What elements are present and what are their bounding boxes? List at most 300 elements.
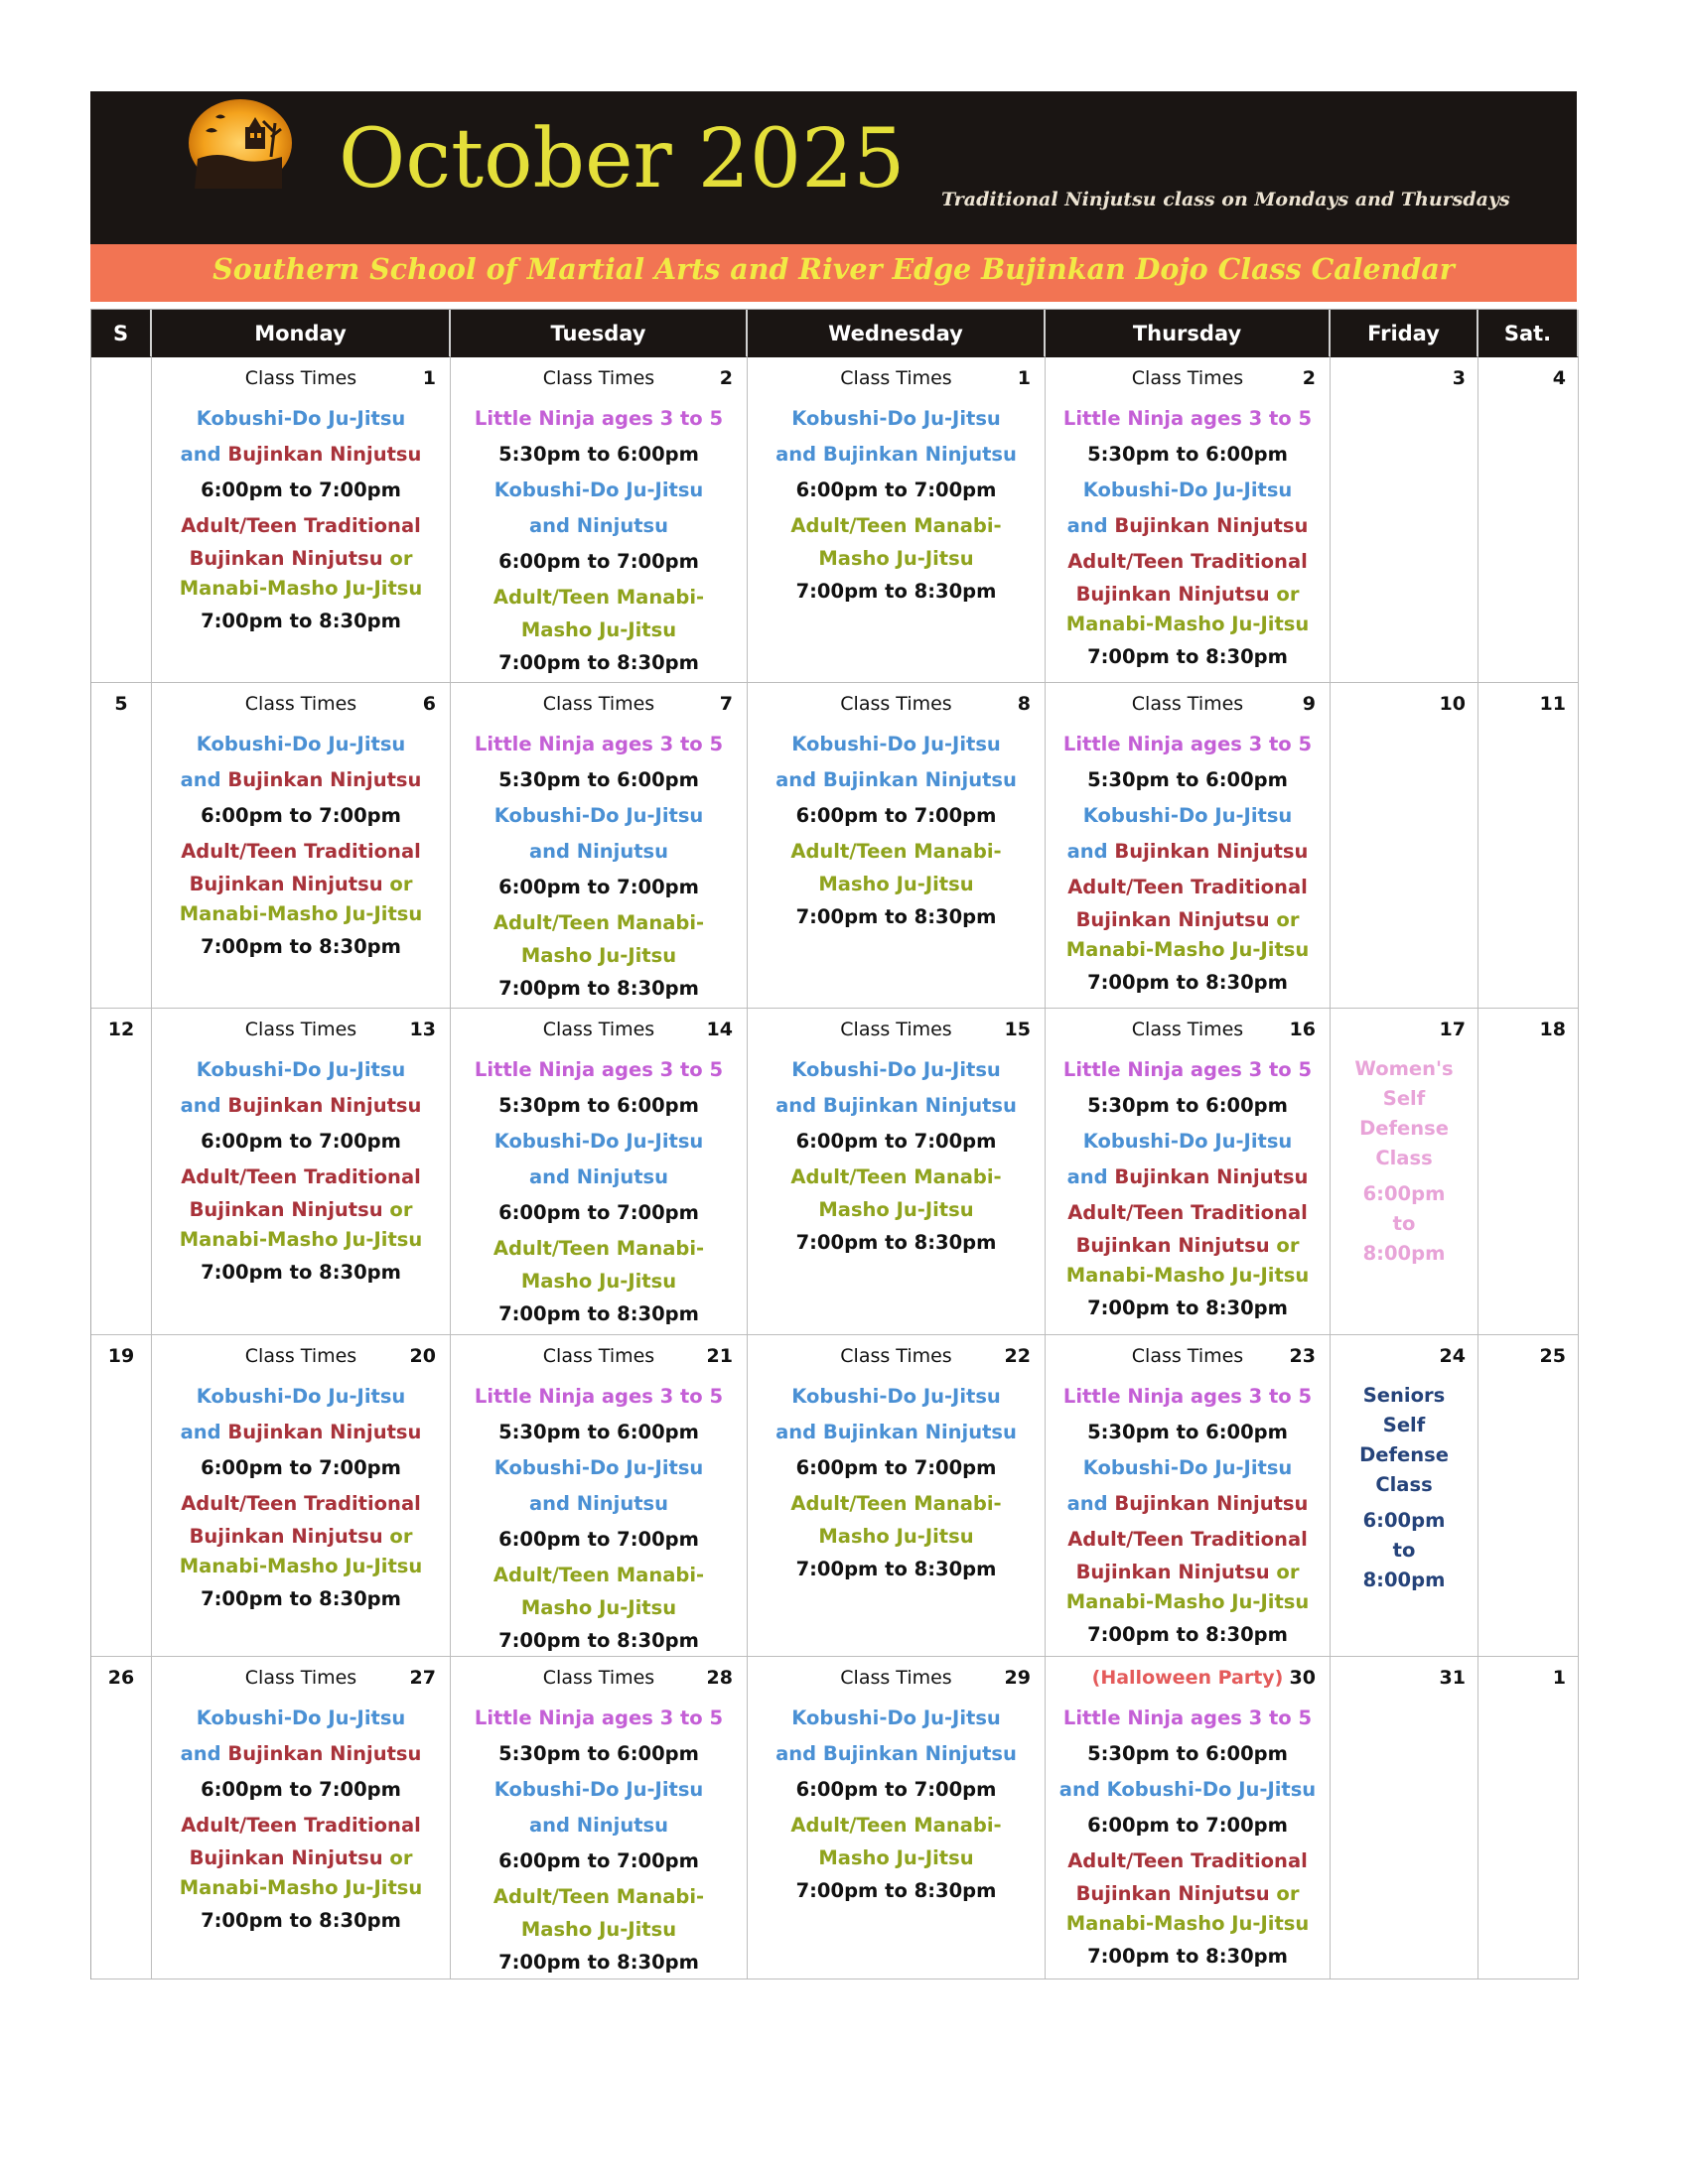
day-cell-sat	[1478, 1335, 1579, 1657]
day-header	[1331, 1657, 1477, 1701]
day-cell-tue	[451, 1335, 748, 1657]
event-line: Women's	[1354, 1057, 1454, 1080]
schedule-line: 7:00pm to 8:30pm	[795, 1558, 997, 1580]
day-number: 16	[1289, 1019, 1316, 1040]
day-cell-sun	[91, 357, 152, 683]
schedule-line: Kobushi-Do Ju-Jitsu	[791, 733, 1001, 755]
class-times-label: Class Times	[840, 1345, 952, 1367]
schedule-line: Kobushi-Do Ju-Jitsu	[196, 1058, 406, 1081]
schedule-line: Kobushi-Do Ju-Jitsu	[493, 1778, 704, 1801]
halloween-moon-icon	[188, 97, 293, 189]
day-number: 18	[1539, 1019, 1566, 1040]
day-header	[1478, 683, 1578, 727]
day-cell-thu	[1046, 1657, 1331, 1979]
schedule-line: 6:00pm to 7:00pm	[795, 1778, 997, 1801]
schedule-line: Adult/Teen Traditional	[1067, 876, 1308, 898]
day-cell-mon	[152, 1009, 451, 1335]
day-header	[451, 683, 747, 727]
day-cell-thu	[1046, 357, 1331, 683]
schedule-text: and	[1066, 514, 1115, 537]
schedule-line: and Bujinkan Ninjutsu	[775, 443, 1017, 466]
schedule-text: and	[180, 1094, 228, 1117]
schedule-line: Little Ninja ages 3 to 5	[1062, 733, 1313, 755]
schedule-line: Adult/Teen Manabi-	[790, 1165, 1002, 1188]
day-cell-thu	[1046, 1335, 1331, 1657]
schedule-line: Masho Ju-Jitsu	[818, 873, 974, 895]
day-header	[152, 1657, 450, 1701]
day-cell-sat	[1478, 1009, 1579, 1335]
schedule-text: and	[1066, 1492, 1115, 1515]
schedule-text: Bujinkan Ninjutsu	[227, 443, 422, 466]
schedule-line: 7:00pm to 8:30pm	[1087, 1945, 1288, 1968]
class-times-label: Class Times	[542, 693, 655, 715]
day-number: 28	[706, 1667, 733, 1689]
schedule-line: Adult/Teen Traditional	[1067, 550, 1308, 573]
class-schedule	[451, 1052, 747, 1332]
schedule-line: Adult/Teen Traditional	[1067, 1528, 1308, 1551]
schedule-line: Adult/Teen Traditional	[1067, 1201, 1308, 1224]
schedule-line: 7:00pm to 8:30pm	[201, 1587, 401, 1610]
day-cell-mon	[152, 1657, 451, 1979]
day-header	[1046, 1335, 1330, 1379]
schedule-text: or	[389, 547, 413, 570]
event-time: 6:00pm to 8:00pm	[1362, 1182, 1446, 1265]
schedule-text: Bujinkan Ninjutsu	[1075, 583, 1277, 606]
schedule-line: 6:00pm to 7:00pm	[498, 1201, 699, 1224]
schedule-text: Bujinkan Ninjutsu	[1114, 1492, 1309, 1515]
class-times-label: Class Times	[542, 367, 655, 389]
schedule-line: Kobushi-Do Ju-Jitsu	[791, 1706, 1001, 1729]
schedule-text: or	[389, 873, 413, 895]
class-times-label: Class Times	[244, 1667, 357, 1689]
schedule-line: 6:00pm to 7:00pm	[498, 876, 699, 898]
day-cell-sun	[91, 1009, 152, 1335]
schedule-line: 5:30pm to 6:00pm	[1087, 768, 1288, 791]
schedule-text: Bujinkan Ninjutsu	[227, 1742, 422, 1765]
schedule-text: Bujinkan Ninjutsu	[189, 873, 390, 895]
class-schedule	[748, 727, 1045, 935]
day-header	[152, 683, 450, 727]
schedule-line: Kobushi-Do Ju-Jitsu	[493, 478, 704, 501]
schedule-line: and Kobushi-Do Ju-Jitsu	[1058, 1778, 1317, 1801]
schedule-line: 7:00pm to 8:30pm	[498, 977, 699, 1000]
schedule-line: and Ninjutsu	[528, 1492, 669, 1515]
day-number: 4	[1552, 367, 1566, 389]
schedule-line: Little Ninja ages 3 to 5	[474, 733, 724, 755]
day-number: 29	[1004, 1667, 1031, 1689]
day-cell-mon	[152, 683, 451, 1009]
schedule-line: 6:00pm to 7:00pm	[201, 804, 401, 827]
friday-event	[1331, 1052, 1477, 1269]
schedule-line	[152, 1415, 450, 1450]
day-header	[748, 1009, 1045, 1052]
day-header	[152, 1335, 450, 1379]
day-number: 27	[409, 1667, 436, 1689]
day-number: 24	[1439, 1345, 1466, 1367]
schedule-line: 5:30pm to 6:00pm	[1087, 1421, 1288, 1443]
class-schedule	[1046, 1701, 1330, 1975]
schedule-line: Masho Ju-Jitsu	[818, 1198, 974, 1221]
schedule-text: and	[180, 768, 228, 791]
schedule-line: 5:30pm to 6:00pm	[1087, 1742, 1288, 1765]
class-schedule	[748, 1701, 1045, 1909]
schedule-text: Bujinkan Ninjutsu	[1075, 1561, 1277, 1583]
schedule-line: Adult/Teen Traditional	[1067, 1849, 1308, 1872]
schedule-line: 7:00pm to 8:30pm	[201, 1909, 401, 1932]
day-cell-tue	[451, 357, 748, 683]
schedule-text: Bujinkan Ninjutsu	[189, 547, 390, 570]
day-number: 23	[1289, 1345, 1316, 1367]
day-cell-tue	[451, 1657, 748, 1979]
day-header	[1478, 357, 1578, 401]
schedule-line: Masho Ju-Jitsu	[818, 1525, 974, 1548]
schedule-line: and Bujinkan Ninjutsu	[775, 1421, 1017, 1443]
day-number: 17	[1439, 1019, 1466, 1040]
day-cell-sat	[1478, 357, 1579, 683]
class-times-label: Class Times	[1131, 693, 1244, 715]
schedule-line: 6:00pm to 7:00pm	[498, 550, 699, 573]
schedule-line: 7:00pm to 8:30pm	[795, 580, 997, 603]
schedule-line	[1046, 1231, 1330, 1261]
day-number: 11	[1539, 693, 1566, 715]
day-number: 9	[1302, 693, 1316, 715]
weekday-header: S	[91, 310, 152, 357]
day-number: 5	[114, 693, 128, 715]
schedule-line: Kobushi-Do Ju-Jitsu	[1082, 1456, 1293, 1479]
calendar-grid	[90, 309, 1577, 1979]
schedule-line: Adult/Teen Manabi-	[492, 1564, 705, 1586]
schedule-line	[152, 1195, 450, 1225]
schedule-line: 6:00pm to 7:00pm	[795, 478, 997, 501]
schedule-line: Adult/Teen Manabi-	[790, 1492, 1002, 1515]
schedule-line: Adult/Teen Traditional	[181, 1165, 421, 1188]
schedule-line: 7:00pm to 8:30pm	[1087, 645, 1288, 668]
schedule-line: 7:00pm to 8:30pm	[1087, 1297, 1288, 1319]
schedule-text: or	[1276, 1882, 1300, 1905]
schedule-line: Manabi-Masho Ju-Jitsu	[1065, 1912, 1310, 1935]
schedule-line: and Ninjutsu	[528, 514, 669, 537]
schedule-line: 6:00pm to 7:00pm	[795, 804, 997, 827]
schedule-line: Little Ninja ages 3 to 5	[474, 407, 724, 430]
schedule-text: or	[1276, 908, 1300, 931]
class-times-label: Class Times	[1131, 1345, 1244, 1367]
day-cell-mon	[152, 357, 451, 683]
class-times-label: Class Times	[542, 1345, 655, 1367]
schedule-line: 5:30pm to 6:00pm	[1087, 443, 1288, 466]
day-number: 2	[719, 367, 733, 389]
day-cell-wed	[748, 1335, 1046, 1657]
schedule-line: 7:00pm to 8:30pm	[1087, 1623, 1288, 1646]
day-header	[748, 1657, 1045, 1701]
day-header	[91, 357, 151, 401]
class-schedule	[748, 1379, 1045, 1587]
schedule-text: and	[1066, 1165, 1115, 1188]
halloween-party-label: (Halloween Party)	[1091, 1667, 1284, 1689]
schedule-line: Kobushi-Do Ju-Jitsu	[493, 1130, 704, 1153]
weekday-header: Tuesday	[451, 310, 748, 357]
day-header	[748, 357, 1045, 401]
class-schedule	[451, 1701, 747, 1979]
schedule-line: Manabi-Masho Ju-Jitsu	[1065, 1590, 1310, 1613]
schedule-line: 7:00pm to 8:30pm	[498, 651, 699, 674]
calendar-sheet	[90, 91, 1577, 1979]
day-number: 14	[706, 1019, 733, 1040]
day-number: 10	[1439, 693, 1466, 715]
schedule-text: and	[1066, 840, 1115, 863]
day-cell-fri	[1331, 1657, 1478, 1979]
schedule-line: Masho Ju-Jitsu	[520, 1918, 677, 1941]
schedule-line: Kobushi-Do Ju-Jitsu	[196, 1706, 406, 1729]
day-cell-wed	[748, 1009, 1046, 1335]
day-number: 26	[107, 1667, 135, 1689]
schedule-line: Kobushi-Do Ju-Jitsu	[196, 407, 406, 430]
schedule-text: and	[180, 1742, 228, 1765]
day-header	[91, 1657, 151, 1701]
day-cell-thu	[1046, 1009, 1331, 1335]
schedule-text: Bujinkan Ninjutsu	[189, 1846, 390, 1869]
schedule-line: Masho Ju-Jitsu	[818, 1846, 974, 1869]
schedule-line: Masho Ju-Jitsu	[520, 1596, 677, 1619]
weekday-header: Wednesday	[748, 310, 1046, 357]
class-schedule	[451, 401, 747, 681]
day-cell-mon	[152, 1335, 451, 1657]
class-times-label: Class Times	[244, 693, 357, 715]
schedule-line: 7:00pm to 8:30pm	[498, 1302, 699, 1325]
schedule-line: 5:30pm to 6:00pm	[498, 1421, 699, 1443]
day-cell-tue	[451, 1009, 748, 1335]
day-number: 8	[1017, 693, 1031, 715]
day-number: 25	[1539, 1345, 1566, 1367]
day-number: 1	[1552, 1667, 1566, 1689]
schedule-text: Bujinkan Ninjutsu	[1075, 1882, 1277, 1905]
schedule-line: Adult/Teen Manabi-	[492, 586, 705, 609]
schedule-line: Adult/Teen Traditional	[181, 1814, 421, 1837]
schedule-line: Manabi-Masho Ju-Jitsu	[1065, 613, 1310, 635]
schedule-line: Kobushi-Do Ju-Jitsu	[791, 407, 1001, 430]
day-cell-sun	[91, 1657, 152, 1979]
schedule-line: Kobushi-Do Ju-Jitsu	[791, 1058, 1001, 1081]
day-cell-fri	[1331, 683, 1478, 1009]
day-header	[451, 1335, 747, 1379]
schedule-text: Bujinkan Ninjutsu	[189, 1525, 390, 1548]
schedule-line: 7:00pm to 8:30pm	[498, 1629, 699, 1652]
schedule-line: Masho Ju-Jitsu	[520, 618, 677, 641]
calendar-subtitle: Southern School of Martial Arts and River Edge Bujinkan Dojo Class Calendar	[212, 252, 1455, 286]
schedule-line: Manabi-Masho Ju-Jitsu	[179, 1228, 423, 1251]
schedule-line: 6:00pm to 7:00pm	[201, 1778, 401, 1801]
day-header	[91, 683, 151, 727]
schedule-line: Little Ninja ages 3 to 5	[1062, 407, 1313, 430]
day-cell-wed	[748, 357, 1046, 683]
schedule-line: 7:00pm to 8:30pm	[795, 1879, 997, 1902]
day-number: 13	[409, 1019, 436, 1040]
schedule-line: 6:00pm to 7:00pm	[795, 1130, 997, 1153]
day-number: 30	[1289, 1667, 1316, 1689]
schedule-line	[1046, 1558, 1330, 1587]
day-header	[152, 357, 450, 401]
schedule-line: Kobushi-Do Ju-Jitsu	[493, 804, 704, 827]
schedule-line: 7:00pm to 8:30pm	[201, 610, 401, 632]
schedule-line: 5:30pm to 6:00pm	[498, 443, 699, 466]
day-cell-fri	[1331, 1009, 1478, 1335]
schedule-line: Adult/Teen Manabi-	[790, 840, 1002, 863]
class-times-label: Class Times	[1131, 367, 1244, 389]
schedule-line: Manabi-Masho Ju-Jitsu	[179, 902, 423, 925]
day-header	[1046, 683, 1330, 727]
class-times-label: Class Times	[840, 1019, 952, 1040]
schedule-line: 6:00pm to 7:00pm	[795, 1456, 997, 1479]
day-header	[1046, 1657, 1330, 1701]
schedule-line: Masho Ju-Jitsu	[520, 1270, 677, 1293]
day-number: 6	[422, 693, 436, 715]
schedule-line: 7:00pm to 8:30pm	[498, 1951, 699, 1974]
tagline: Traditional Ninjutsu class on Mondays and Thursdays	[941, 189, 1510, 210]
event-line: Self	[1382, 1087, 1426, 1110]
schedule-line: 7:00pm to 8:30pm	[795, 905, 997, 928]
weekday-header: Thursday	[1046, 310, 1331, 357]
class-schedule	[152, 401, 450, 639]
day-header	[748, 683, 1045, 727]
day-cell-sat	[1478, 683, 1579, 1009]
day-number: 1	[422, 367, 436, 389]
schedule-line: 6:00pm to 7:00pm	[498, 1528, 699, 1551]
schedule-line: Manabi-Masho Ju-Jitsu	[1065, 1264, 1310, 1287]
schedule-line	[152, 1843, 450, 1873]
class-schedule	[152, 727, 450, 965]
class-schedule	[1046, 727, 1330, 1001]
schedule-text: Bujinkan Ninjutsu	[227, 768, 422, 791]
day-number: 21	[706, 1345, 733, 1367]
schedule-line: Kobushi-Do Ju-Jitsu	[1082, 1130, 1293, 1153]
day-header	[1331, 1009, 1477, 1052]
day-cell-wed	[748, 1657, 1046, 1979]
class-times-label: Class Times	[244, 367, 357, 389]
class-schedule	[451, 727, 747, 1007]
schedule-line: and Bujinkan Ninjutsu	[775, 768, 1017, 791]
day-header	[1046, 1009, 1330, 1052]
day-number: 15	[1004, 1019, 1031, 1040]
schedule-line: Adult/Teen Manabi-	[492, 1885, 705, 1908]
day-cell-thu	[1046, 683, 1331, 1009]
schedule-line: Little Ninja ages 3 to 5	[474, 1058, 724, 1081]
weekday-header: Sat.	[1478, 310, 1579, 357]
class-schedule	[748, 401, 1045, 610]
schedule-line: 6:00pm to 7:00pm	[498, 1849, 699, 1872]
schedule-line	[1046, 834, 1330, 870]
schedule-line: Kobushi-Do Ju-Jitsu	[196, 733, 406, 755]
class-schedule	[748, 1052, 1045, 1261]
class-schedule	[451, 1379, 747, 1657]
day-cell-fri	[1331, 357, 1478, 683]
schedule-text: Bujinkan Ninjutsu	[1114, 1165, 1309, 1188]
schedule-line: Little Ninja ages 3 to 5	[474, 1385, 724, 1408]
event-line: Self	[1382, 1414, 1426, 1436]
schedule-text: Bujinkan Ninjutsu	[1114, 514, 1309, 537]
schedule-line: Little Ninja ages 3 to 5	[1062, 1058, 1313, 1081]
schedule-line: Masho Ju-Jitsu	[520, 944, 677, 967]
schedule-line	[152, 870, 450, 899]
schedule-text: or	[1276, 1234, 1300, 1257]
class-schedule	[152, 1701, 450, 1939]
event-line: Class	[1375, 1473, 1433, 1496]
class-times-label: Class Times	[542, 1019, 655, 1040]
class-times-label: Class Times	[840, 367, 952, 389]
day-cell-fri	[1331, 1335, 1478, 1657]
schedule-line	[1046, 1160, 1330, 1195]
schedule-line: 6:00pm to 7:00pm	[201, 478, 401, 501]
day-header	[451, 1657, 747, 1701]
schedule-line: 5:30pm to 6:00pm	[498, 1742, 699, 1765]
schedule-line: Adult/Teen Manabi-	[790, 514, 1002, 537]
schedule-line	[152, 437, 450, 473]
schedule-line: 5:30pm to 6:00pm	[498, 768, 699, 791]
schedule-line: 7:00pm to 8:30pm	[201, 1261, 401, 1284]
schedule-line: and Ninjutsu	[528, 1165, 669, 1188]
friday-event	[1331, 1379, 1477, 1595]
day-header	[1046, 357, 1330, 401]
day-number: 7	[719, 693, 733, 715]
schedule-text: Bujinkan Ninjutsu	[227, 1094, 422, 1117]
schedule-line	[1046, 508, 1330, 544]
day-number: 31	[1439, 1667, 1466, 1689]
schedule-line: 6:00pm to 7:00pm	[1087, 1814, 1288, 1837]
schedule-line: 7:00pm to 8:30pm	[1087, 971, 1288, 994]
day-cell-wed	[748, 683, 1046, 1009]
class-times-label: Class Times	[1131, 1019, 1244, 1040]
schedule-line	[1046, 905, 1330, 935]
schedule-text: or	[1276, 583, 1300, 606]
day-header	[91, 1335, 151, 1379]
schedule-line: Adult/Teen Manabi-	[790, 1814, 1002, 1837]
day-header	[451, 357, 747, 401]
schedule-line	[152, 1088, 450, 1124]
day-number: 2	[1302, 367, 1316, 389]
day-header	[1331, 683, 1477, 727]
day-number: 20	[409, 1345, 436, 1367]
day-number: 3	[1452, 367, 1466, 389]
class-times-label: Class Times	[542, 1667, 655, 1689]
schedule-line: Manabi-Masho Ju-Jitsu	[1065, 938, 1310, 961]
class-times-label: Class Times	[244, 1019, 357, 1040]
schedule-text: and	[180, 1421, 228, 1443]
class-times-label: Class Times	[840, 1667, 952, 1689]
schedule-line: 5:30pm to 6:00pm	[498, 1094, 699, 1117]
class-schedule	[152, 1379, 450, 1617]
schedule-text: or	[389, 1525, 413, 1548]
class-schedule	[1046, 401, 1330, 675]
day-cell-sun	[91, 683, 152, 1009]
class-schedule	[152, 1052, 450, 1291]
weekday-header: Friday	[1331, 310, 1478, 357]
schedule-line: Kobushi-Do Ju-Jitsu	[1082, 804, 1293, 827]
event-line: Class	[1375, 1147, 1433, 1169]
day-number: 12	[107, 1019, 135, 1040]
day-header	[1478, 1009, 1578, 1052]
day-number: 22	[1004, 1345, 1031, 1367]
day-header	[1478, 1335, 1578, 1379]
schedule-line: and Bujinkan Ninjutsu	[775, 1742, 1017, 1765]
schedule-line: Manabi-Masho Ju-Jitsu	[179, 577, 423, 600]
schedule-text: Bujinkan Ninjutsu	[189, 1198, 390, 1221]
day-header	[1331, 1335, 1477, 1379]
class-times-label: Class Times	[244, 1345, 357, 1367]
schedule-line	[152, 1522, 450, 1552]
day-header	[1478, 1657, 1578, 1701]
day-cell-sun	[91, 1335, 152, 1657]
schedule-line: and Bujinkan Ninjutsu	[775, 1094, 1017, 1117]
schedule-line: 6:00pm to 7:00pm	[201, 1456, 401, 1479]
schedule-line: Kobushi-Do Ju-Jitsu	[1082, 478, 1293, 501]
